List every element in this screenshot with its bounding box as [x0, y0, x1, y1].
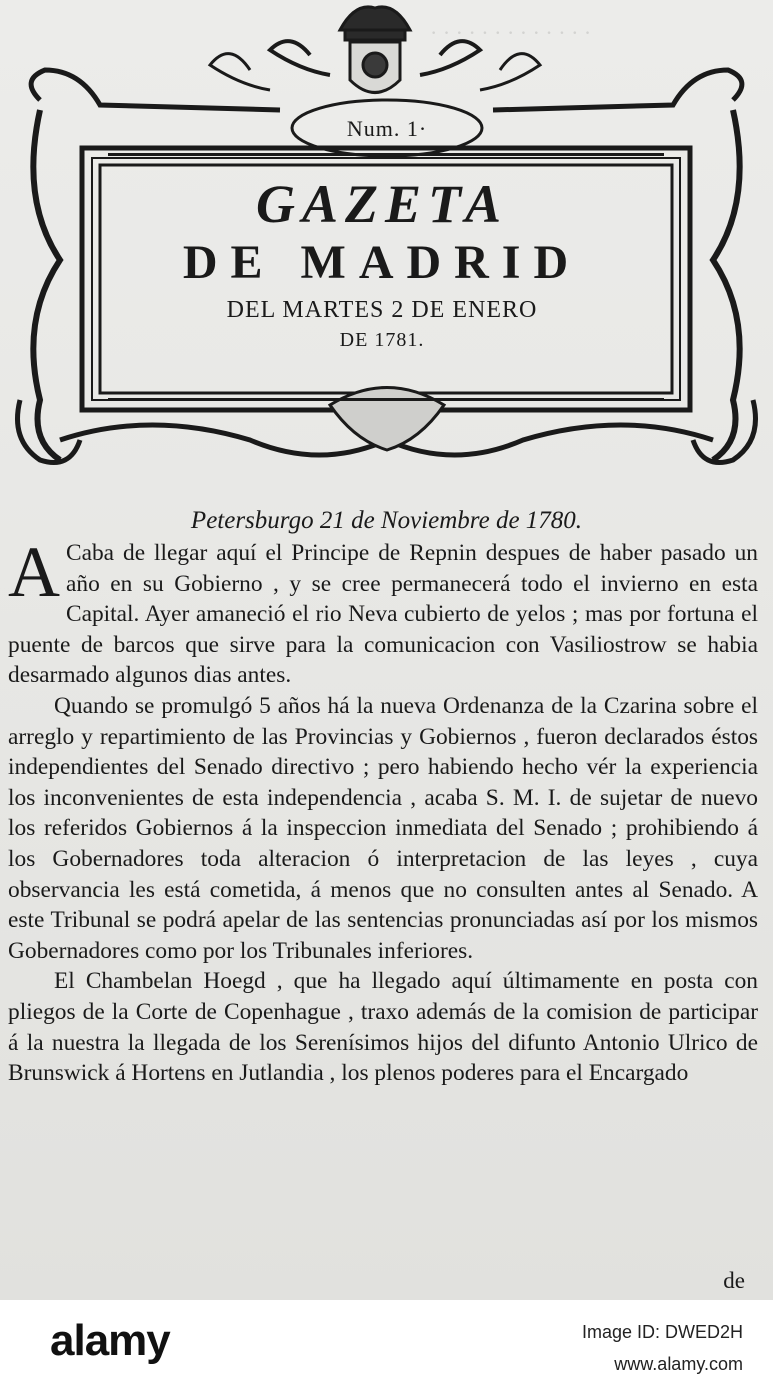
catchword: de [723, 1268, 745, 1293]
article-paragraph-2: Quando se promulgó 5 años há la nueva Ordenanza de la Czarina sobre el arreglo y repartimiento de las Provincias y Gobiernos , fueron declarados éstos independientes del Senado directivo ; pero habiendo hecho vér la experiencia los inconvenientes de esta independencia , acaba S. M. I. de sujetar de nuevo los referidos Gobiernos á la inspeccion inmediata del Senado ; prohibiendo á los Gobernadores toda alteracion ó interpretacion de las leyes , cuya observancia les está cometida, á menos que no consulten antes al Senado. A este Tribunal se podrá apelar de las sentencias pronunciadas así por los mismos Gobernadores como por los Tribunales inferiores. [8, 692, 758, 964]
issue-year: DE 1781. [339, 329, 425, 351]
royal-crest-icon [210, 7, 540, 93]
title-de-madrid: DE MADRID [182, 236, 582, 289]
drop-cap: A [8, 532, 60, 612]
issue-number: Num. 1· [346, 116, 428, 141]
site-url: www.alamy.com [614, 1354, 743, 1374]
bleed-through-texture: · · · · · · · · · · · · · [430, 20, 592, 45]
image-id-block [582, 1316, 743, 1380]
article-body [8, 532, 758, 1089]
image-id: Image ID: DWED2H [581, 1322, 743, 1342]
article-paragraph-3: El Chambelan Hoegd , que ha llegado aquí últimamente en posta con pliegos de la Corte de Copenhague , traxo además de la comision de participar á la nuestra la llegada de los Serenísimos hijos del difunto Antonio Ulrico de Brunswick á Hortens en Jutlandia , los plenos poderes para el Encargado [8, 968, 758, 1087]
issue-date: DEL MARTES 2 DE ENERO [226, 297, 538, 323]
article-paragraph-1: A Caba de llegar aquí el Principe de Repnin despues de haber pasado un año en su Gobierno , y se cree permanecerá todo el invierno en esta Capital. Ayer amaneció el rio Neva cubierto de yelos ; mas por fortuna el puente de barcos que sirve para la comunicacion con Vasiliostrow se habia desarmado algunos dias antes. [8, 532, 758, 689]
title-gazeta: GAZETA [255, 174, 509, 234]
masthead-title-block [104, 165, 660, 381]
alamy-logo: alamy [50, 1316, 170, 1365]
dateline: Petersburgo 21 de Noviembre de 1780. [190, 507, 583, 534]
